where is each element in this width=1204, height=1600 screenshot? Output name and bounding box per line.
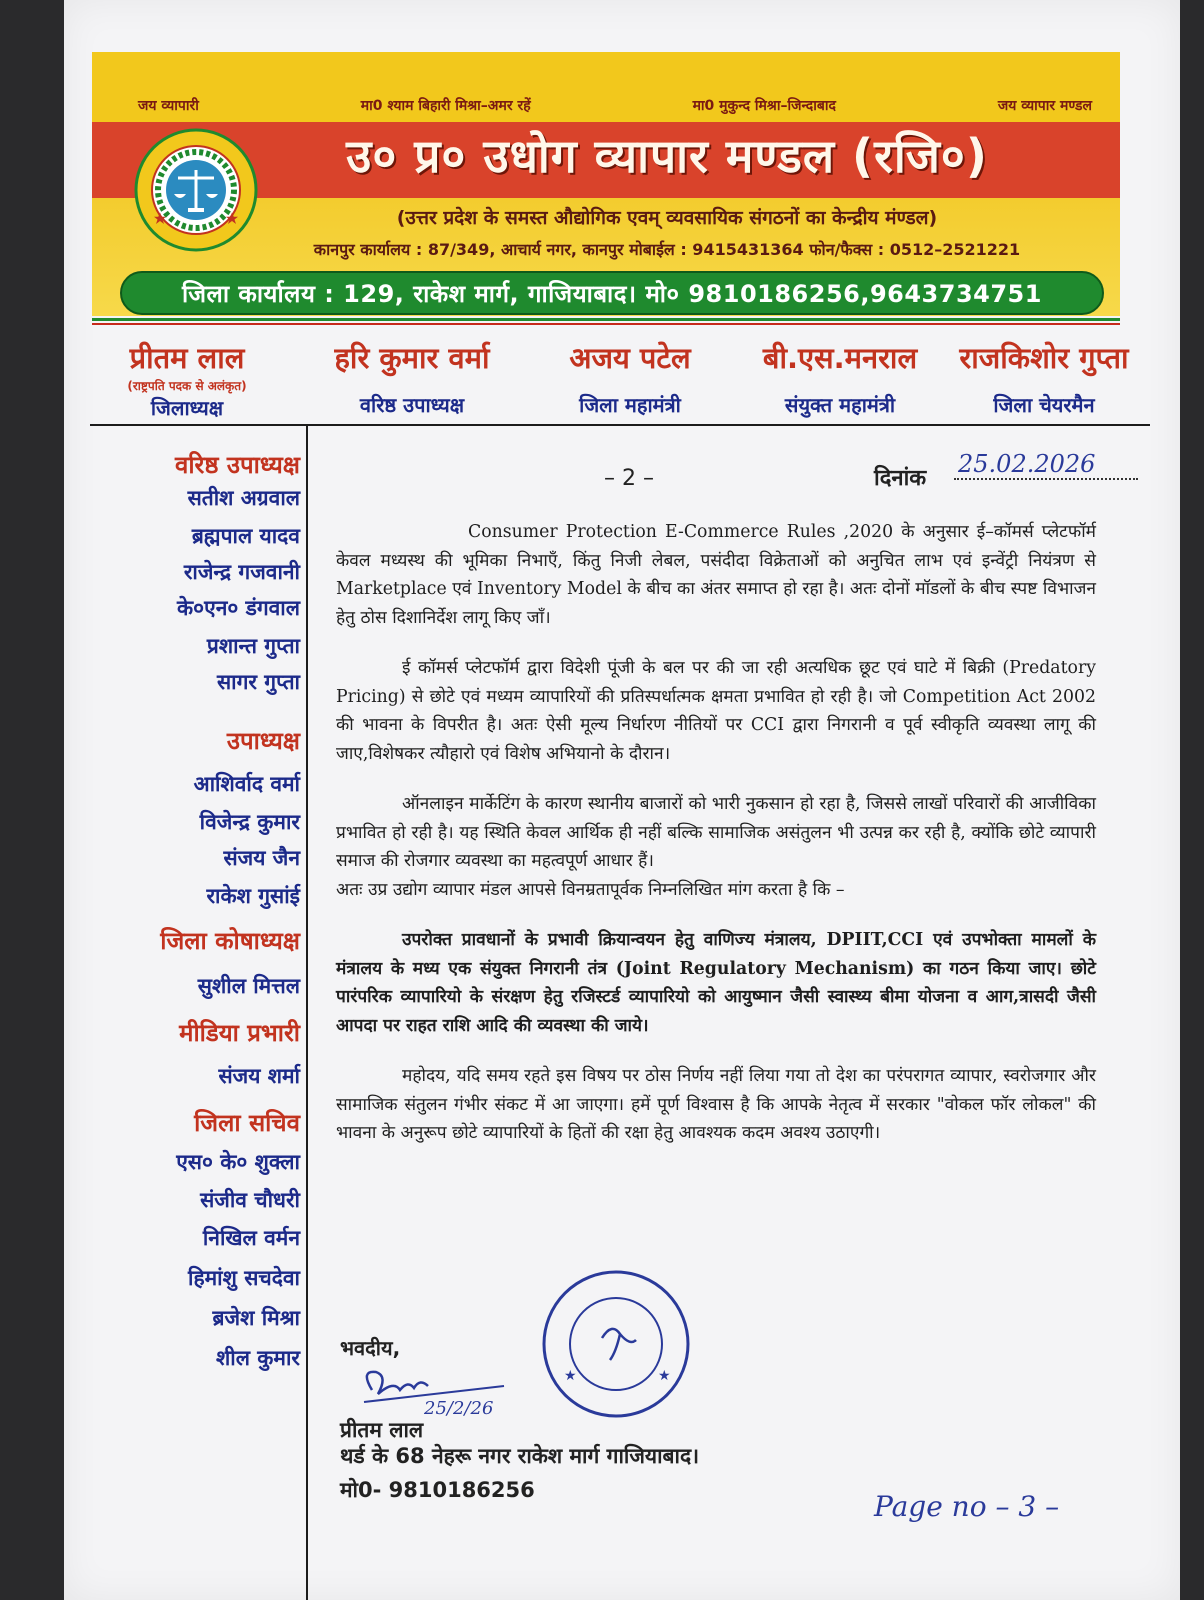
bearer-chairman	[944, 338, 1144, 418]
valediction: भवदीय,	[340, 1336, 401, 1360]
district-office-banner: जिला कार्यालय : 129, राकेश मार्ग, गाजियाबाद। मो० 9810186256,9643734751	[120, 271, 1104, 315]
page-number: – 2 –	[604, 466, 654, 491]
bearer-name: राजकिशोर गुप्ता	[959, 341, 1129, 375]
sidebar-member-name: आशिर्वाद वर्मा	[193, 772, 300, 796]
sidebar-member-name: राजेन्द्र गजवानी	[183, 560, 300, 584]
bearer-post: जिला चेयरमैन	[993, 393, 1095, 417]
sidebar-member-name: शील कुमार	[216, 1346, 300, 1370]
paragraph-local-markets: ऑनलाइन मार्केटिंग के कारण स्थानीय बाजारों को भारी नुकसान हो रहा है, जिससे लाखों परिवारों की आजीविका प्रभावित हो रही है। यह स्थिति केवल आर्थिक ही नहीं बल्कि सामाजिक असंतुलन भी उत्पन्न कर रही है, क्योंकि छोटे व्यापारी समाज की रोजगार व्यवस्था का महत्वपूर्ण आधार हैं।	[336, 794, 1096, 871]
slogan-1: जय व्यापारी	[138, 97, 199, 114]
signature-date: 25/2/26	[424, 1398, 494, 1419]
paragraph-request-intro: अतः उप्र उद्योग व्यापार मंडल आपसे विनम्रतापूर्वक निम्नलिखित मांग करता है कि –	[336, 879, 845, 900]
sidebar-member-name: ब्रजेश मिश्रा	[212, 1306, 300, 1330]
organization-seal	[540, 1268, 692, 1420]
letterhead-rule-green	[92, 318, 1120, 321]
slogan-3: मा0 मुकुन्द मिश्रा–जिन्दाबाद	[692, 97, 836, 114]
bearer-name: प्रीतम लाल	[129, 341, 245, 375]
bearer-post: जिला महामंत्री	[579, 393, 681, 417]
sidebar-member-name: संजीव चौधरी	[200, 1188, 300, 1212]
bearer-name: हरि कुमार वर्मा	[334, 341, 490, 375]
page-note: Page no – 3 –	[874, 1490, 1060, 1523]
svg-text:★: ★	[658, 1368, 671, 1384]
header-divider	[90, 424, 1150, 426]
sidebar-member-name: एस० के० शुक्ला	[176, 1150, 300, 1174]
svg-text:★: ★	[564, 1368, 577, 1384]
sidebar-member-name: राकेश गुसांई	[206, 884, 300, 908]
bearer-joint-secretary	[740, 338, 940, 418]
slogan-row	[92, 92, 1120, 118]
letter-paper	[64, 0, 1180, 1600]
sidebar-section-heading: जिला सचिव	[194, 1109, 300, 1137]
sidebar-section-heading: जिला कोषाध्यक्ष	[160, 927, 300, 955]
letter-body	[336, 518, 1096, 1170]
date-value: 25.02.2026	[954, 450, 1138, 480]
sidebar-member-name: सुशील मित्तल	[197, 974, 300, 998]
sidebar-member-name: के०एन० डंगवाल	[177, 596, 300, 620]
signatory-name: प्रीतम लाल	[340, 1418, 424, 1442]
bearer-post: जिलाध्यक्ष	[150, 396, 224, 420]
date-label: दिनांक	[874, 466, 927, 491]
sidebar-section-heading: वरिष्ठ उपाध्यक्ष	[174, 451, 300, 479]
office-bearers	[92, 338, 1152, 422]
sidebar-member-name: हिमांशु सचदेवा	[188, 1266, 300, 1290]
paragraph-ecommerce-rules: Consumer Protection E-Commerce Rules ,2020 के अनुसार ई–कॉमर्स प्लेटफॉर्म केवल मध्यस्थ की भूमिका निभाएँ, किंतु निजी लेबल, पसंदीदा विक्रेताओं को अनुचित लाभ एवं इन्वेंट्री नियंत्रण से Marketplace एवं Inventory Model के बीच का अंतर समाप्त हो रहा है। अतः दोनों मॉडलों के बीच स्पष्ट विभाजन हेतु ठोस दिशानिर्देश लागू किए जाँ।	[336, 522, 1096, 628]
letterhead-rule-red	[92, 323, 1120, 325]
sidebar-member-name: संजय जैन	[223, 846, 300, 870]
organization-title: उ० प्र० उधोग व्यापार मण्डल (रजि०)	[346, 129, 988, 183]
paragraph-closing: महोदय, यदि समय रहते इस विषय पर ठोस निर्णय नहीं लिया गया तो देश का परंपरागत व्यापार, स्वरोजगार और सामाजिक संतुलन गंभीर संकट में आ जाएगा। हमें पूर्ण विश्वास है कि आपके नेतृत्व में सरकार "वोकल फॉर लोकल" की भावना के अनुरूप छोटे व्यापारियों के हितों की रक्षा हेतु आवश्यक कदम अवश्य उठाएगी।	[336, 1066, 1096, 1143]
paragraph-demand: उपरोक्त प्रावधानों के प्रभावी क्रियान्वयन हेतु वाणिज्य मंत्रालय, DPIIT,CCI एवं उपभोक्ता मामलों के मंत्रालय के मध्य एक संयुक्त निगरानी तंत्र (Joint Regulatory Mechanism) का गठन किया जाए। छोटे पारंपरिक व्यापारियो के संरक्षण हेतु रजिस्टर्ड व्यापारियो को आयुष्मान जैसी स्वास्थ्य बीमा योजना व आग,त्रासदी जैसी आपदा पर राहत राशि आदि की व्यवस्था की जाये।	[336, 930, 1096, 1036]
kanpur-office-line: कानपुर कार्यालय : 87/349, आचार्य नगर, कानपुर मोबाईल : 9415431364 फोन/फैक्स : 0512–2521221	[313, 240, 1021, 259]
bearer-senior-vp	[312, 338, 512, 418]
sidebar-section-heading: मीडिया प्रभारी	[179, 1019, 300, 1047]
sidebar-member-name: विजेन्द्र कुमार	[199, 810, 300, 834]
bearer-president	[92, 338, 282, 421]
sidebar-member-name: सागर गुप्ता	[216, 670, 300, 694]
bearer-name: अजय पटेल	[569, 341, 691, 375]
signatory-address: थर्ड के 68 नेहरू नगर राकेश मार्ग गाजियाबाद।	[340, 1444, 700, 1468]
sidebar-section-heading: उपाध्यक्ष	[226, 727, 300, 755]
slogan-2: मा0 श्याम बिहारी मिश्रा–अमर रहें	[360, 97, 531, 114]
bearer-post: वरिष्ठ उपाध्यक्ष	[359, 393, 465, 417]
organization-emblem	[134, 128, 258, 252]
paragraph-predatory-pricing: ई कॉमर्स प्लेटफॉर्म द्वारा विदेशी पूंजी के बल पर की जा रही अत्यधिक छूट एवं घाटे में बिक्री (Predatory Pricing) से छोटे एवं मध्यम व्यापारियों की प्रतिस्पर्धात्मक क्षमता प्रभावित हो रही है। जो Competition Act 2002 की भावना के विपरीत है। अतः ऐसी मूल्य निर्धारण नीतियों पर CCI द्वारा निगरानी व पूर्व स्वीकृति व्यवस्था लागू की जाए,विशेषकर त्यौहारो एवं विशेष अभियानो के दौरान।	[336, 658, 1096, 764]
sidebar-member-name: ब्रह्मपाल यादव	[191, 524, 300, 548]
slogan-4: जय व्यापार मण्डल	[997, 97, 1092, 114]
sidebar-member-name: सतीश अग्रवाल	[187, 486, 300, 510]
sidebar-member-name: निखिल वर्मन	[202, 1226, 300, 1250]
bearer-post: संयुक्त महामंत्री	[784, 393, 896, 417]
sidebar-member-name: संजय शर्मा	[218, 1064, 300, 1088]
bearer-general-secretary	[532, 338, 728, 418]
organization-subtitle: (उत्तर प्रदेश के समस्त औद्योगिक एवम् व्यवसायिक संगठनों का केन्द्रीय मंण्डल)	[396, 207, 938, 229]
sidebar-member-name: प्रशान्त गुप्ता	[206, 634, 300, 658]
signatory-mobile: मो0- 9810186256	[340, 1478, 535, 1502]
handwritten-signature	[354, 1350, 514, 1420]
sidebar-divider	[306, 424, 308, 1600]
bearer-honour: (राष्ट्रपति पदक से अलंकृत)	[127, 379, 247, 393]
bearer-name: बी.एस.मनराल	[762, 341, 918, 375]
